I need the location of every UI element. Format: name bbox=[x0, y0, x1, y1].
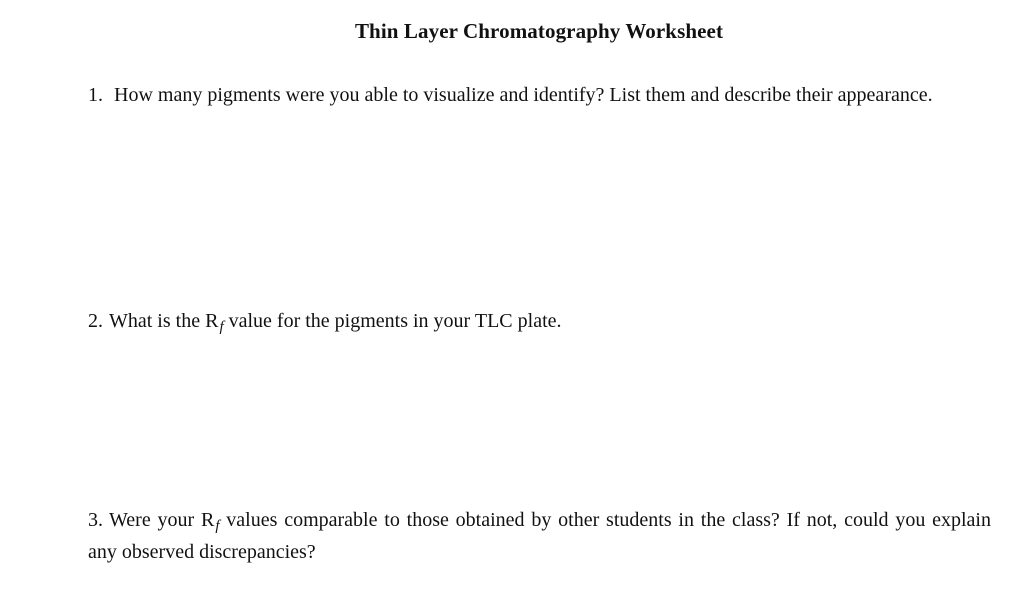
question-1-text: How many pigments were you able to visualize and identify? List them and describe their appearance. bbox=[114, 84, 933, 106]
question-3 bbox=[88, 507, 991, 565]
question-1-number: 1. bbox=[88, 84, 103, 106]
question-2-text-after: value for the pigments in your TLC plate. bbox=[223, 310, 562, 332]
question-3-text-after: values comparable to those obtained by other students in the class? If not, could you explain any observed discrepancies? bbox=[88, 509, 991, 563]
question-3-text-before: Were your R bbox=[109, 509, 215, 531]
question-1 bbox=[88, 82, 991, 108]
question-2-text-before: What is the R bbox=[109, 310, 219, 332]
question-2-number: 2. bbox=[88, 310, 103, 332]
question-3-subscript: f bbox=[215, 518, 220, 534]
question-2-subscript: f bbox=[219, 319, 224, 335]
question-2 bbox=[88, 308, 991, 340]
worksheet-title: Thin Layer Chromatography Worksheet bbox=[354, 19, 724, 43]
question-3-number: 3. bbox=[88, 509, 103, 531]
